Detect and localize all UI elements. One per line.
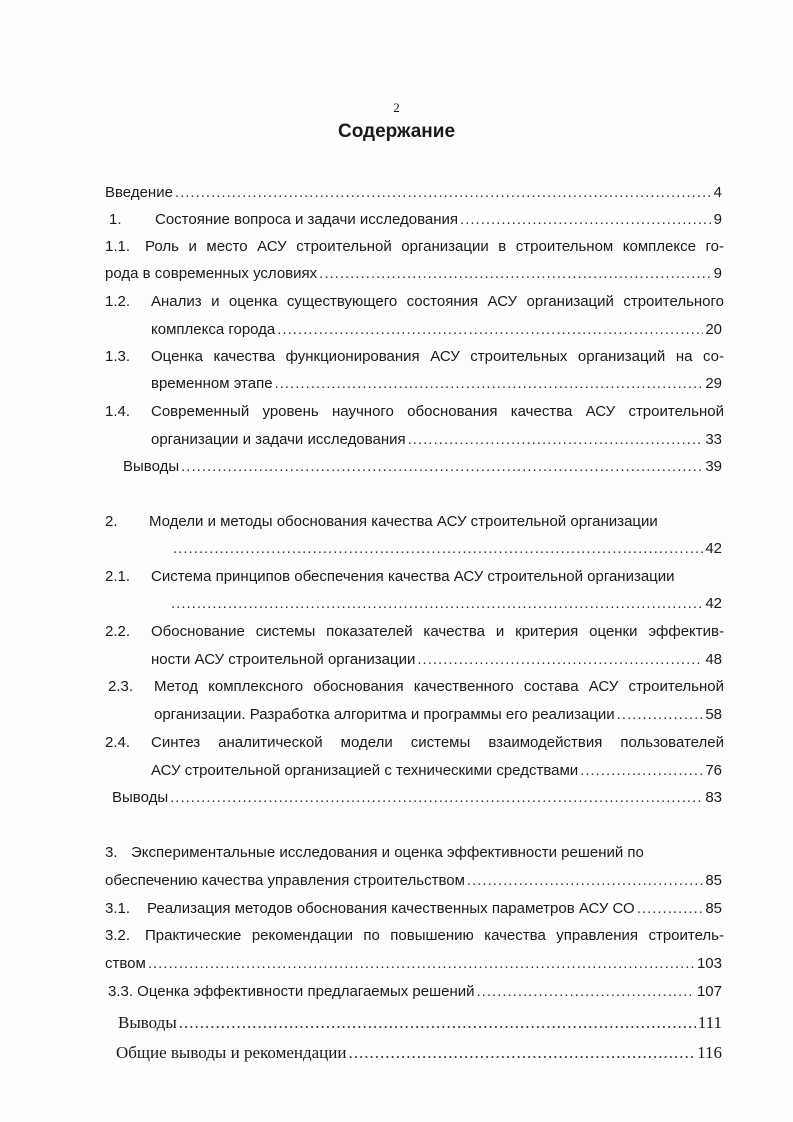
toc-entry-text: организации и задачи исследования	[151, 431, 406, 448]
toc-entry-number: 2.3.	[108, 678, 134, 695]
toc-entry-page: 29	[705, 375, 722, 392]
toc-entry-text: Экспериментальные исследования и оценка эффективности решений по	[131, 844, 644, 861]
toc-entry-conclusions-1[interactable]	[123, 455, 722, 479]
toc-entry-general-conclusions[interactable]	[116, 1040, 722, 1066]
toc-entry-2-4-line1[interactable]	[105, 731, 724, 755]
toc-entry-text: временном этапе	[151, 375, 273, 392]
toc-entry-text: Обоснование системы показателей качества и критерия оценки эффектив-	[151, 623, 724, 640]
toc-entry-page: 9	[713, 265, 722, 282]
toc-entry-text: ности АСУ строительной организации	[151, 651, 416, 668]
toc-entry-1-3-line2[interactable]	[151, 372, 722, 396]
toc-entry-number: 2.	[105, 513, 118, 530]
toc-entry-number: 2.1.	[105, 568, 131, 585]
dot-leader	[275, 372, 704, 396]
toc-entry-page: 116	[697, 1043, 722, 1062]
toc-entry-page: 103	[696, 955, 722, 972]
toc-entry-2-1-line2[interactable]	[171, 592, 722, 616]
dot-leader	[617, 703, 704, 727]
toc-entry-chapter-2-line2[interactable]	[173, 537, 722, 561]
toc-entry-2-3-line1[interactable]	[108, 675, 724, 699]
toc-entry-number: 1.2.	[105, 293, 131, 310]
toc-entry-3-2-line1[interactable]	[105, 924, 724, 948]
dot-leader	[408, 428, 704, 452]
toc-entry-text: Оценка качества функционирования АСУ строительных организаций на со-	[151, 348, 724, 365]
dot-leader	[175, 181, 712, 205]
toc-entry-2-2-line2[interactable]	[151, 648, 722, 672]
toc-entry-1-4-line1[interactable]	[105, 400, 724, 424]
dot-leader	[580, 759, 703, 783]
toc-entry-text: рода в современных условиях	[105, 265, 318, 282]
toc-entry-page: 48	[705, 651, 722, 668]
toc-entry-3-2-line2[interactable]	[105, 952, 722, 976]
dot-leader	[417, 648, 703, 672]
toc-entry-1-1-line2[interactable]	[105, 262, 722, 286]
toc-entry-text: Выводы	[118, 1013, 177, 1032]
toc-entry-number: 3.1.	[105, 900, 131, 917]
toc-entry-1-2-line2[interactable]	[151, 318, 722, 342]
dot-leader	[319, 262, 712, 286]
toc-entry-page: 85	[705, 900, 722, 917]
toc-entry-page: 42	[705, 595, 722, 612]
toc-entry-text: Синтез аналитической модели системы взаимодействия пользователей	[151, 734, 724, 751]
toc-entry-1-4-line2[interactable]	[151, 428, 722, 452]
toc-entry-page: 85	[705, 872, 722, 889]
dot-leader	[467, 869, 703, 893]
toc-entry-2-3-line2[interactable]	[154, 703, 722, 727]
page-number: 2	[393, 100, 400, 115]
dot-leader	[148, 952, 695, 976]
toc-entry-text: Состояние вопроса и задачи исследования	[155, 211, 459, 228]
toc-entry-number: 2.4.	[105, 734, 131, 751]
dot-leader	[477, 980, 695, 1004]
toc-entry-page: 20	[705, 321, 722, 338]
dot-leader	[348, 1040, 695, 1066]
toc-entry-text: Система принципов обеспечения качества АСУ строительной организации	[151, 568, 675, 585]
dot-leader	[170, 786, 703, 810]
toc-entry-text: Анализ и оценка существующего состояния АСУ организаций строительного	[151, 293, 724, 310]
toc-entry-intro[interactable]	[105, 181, 722, 205]
toc-entry-number: 1.3.	[105, 348, 131, 365]
toc-entry-text: Выводы	[123, 458, 180, 475]
toc-entry-conclusions-2[interactable]	[112, 786, 722, 810]
dot-leader	[179, 1010, 696, 1036]
dot-leader	[173, 537, 703, 561]
toc-entry-page: 107	[696, 983, 722, 1000]
toc-entry-text: Метод комплексного обоснования качественного состава АСУ строительной	[154, 678, 724, 695]
toc-entry-text: Выводы	[112, 789, 169, 806]
toc-entry-text: Практические рекомендации по повышению качества управления строитель-	[145, 927, 724, 944]
toc-entry-page: 4	[713, 184, 722, 201]
toc-entry-page: 9	[713, 211, 722, 228]
toc-entry-number: 1.1.	[105, 238, 131, 255]
toc-entry-number: 2.2.	[105, 623, 131, 640]
toc-entry-2-2-line1[interactable]	[105, 620, 724, 644]
toc-entry-text: Роль и место АСУ строительной организации в строительном комплексе го-	[145, 238, 724, 255]
toc-entry-1-2-line1[interactable]	[105, 290, 724, 314]
toc-entry-page: 58	[705, 706, 722, 723]
dot-leader	[181, 455, 703, 479]
toc-entry-text: Модели и методы обоснования качества АСУ строительной организации	[149, 513, 658, 530]
toc-entry-text: АСУ строительной организацией с техническими средствами	[151, 762, 579, 779]
toc-entry-text: организации. Разработка алгоритма и программы его реализации	[154, 706, 615, 723]
toc-entry-text: Введение	[105, 184, 173, 201]
toc-entry-text: комплекса города	[151, 321, 276, 338]
toc-entry-text: 3.3. Оценка эффективности предлагаемых решений	[108, 983, 475, 1000]
toc-entry-number: 3.2.	[105, 927, 131, 944]
toc-entry-text: Современный уровень научного обоснования качества АСУ строительной	[151, 403, 724, 420]
toc-entry-page: 111	[697, 1013, 722, 1032]
toc-entry-3-1[interactable]	[105, 897, 722, 921]
toc-entry-2-4-line2[interactable]	[151, 759, 722, 783]
toc-entry-chapter-1[interactable]	[109, 208, 722, 232]
toc-entry-3-3[interactable]	[108, 980, 722, 1004]
toc-entry-number: 3.	[105, 844, 118, 861]
toc-entry-1-1-line1[interactable]	[105, 235, 724, 259]
page-title: Содержание	[337, 121, 456, 142]
toc-entry-text: ством	[105, 955, 146, 972]
toc-entry-page: 83	[705, 789, 722, 806]
dot-leader	[171, 592, 703, 616]
toc-entry-page: 76	[705, 762, 722, 779]
toc-entry-chapter-2-line1[interactable]	[105, 510, 724, 534]
toc-entry-chapter-3-line1[interactable]	[105, 841, 724, 865]
toc-entry-2-1-line1[interactable]	[105, 565, 724, 589]
toc-entry-number: 1.4.	[105, 403, 131, 420]
toc-entry-conclusions-3[interactable]	[118, 1010, 722, 1036]
toc-entry-page: 39	[705, 458, 722, 475]
toc-entry-text: обеспечению качества управления строительством	[105, 872, 465, 889]
toc-entry-text: Реализация методов обоснования качественных параметров АСУ СО	[147, 900, 635, 917]
dot-leader	[277, 318, 703, 342]
toc-entry-chapter-3-line2[interactable]	[105, 869, 722, 893]
toc-entry-page: 33	[705, 431, 722, 448]
toc-entry-page: 42	[705, 540, 722, 557]
toc-entry-number: 1.	[109, 211, 122, 228]
dot-leader	[637, 897, 704, 921]
toc-entry-text: Общие выводы и рекомендации	[116, 1043, 347, 1062]
dot-leader	[460, 208, 712, 232]
toc-entry-1-3-line1[interactable]	[105, 345, 724, 369]
